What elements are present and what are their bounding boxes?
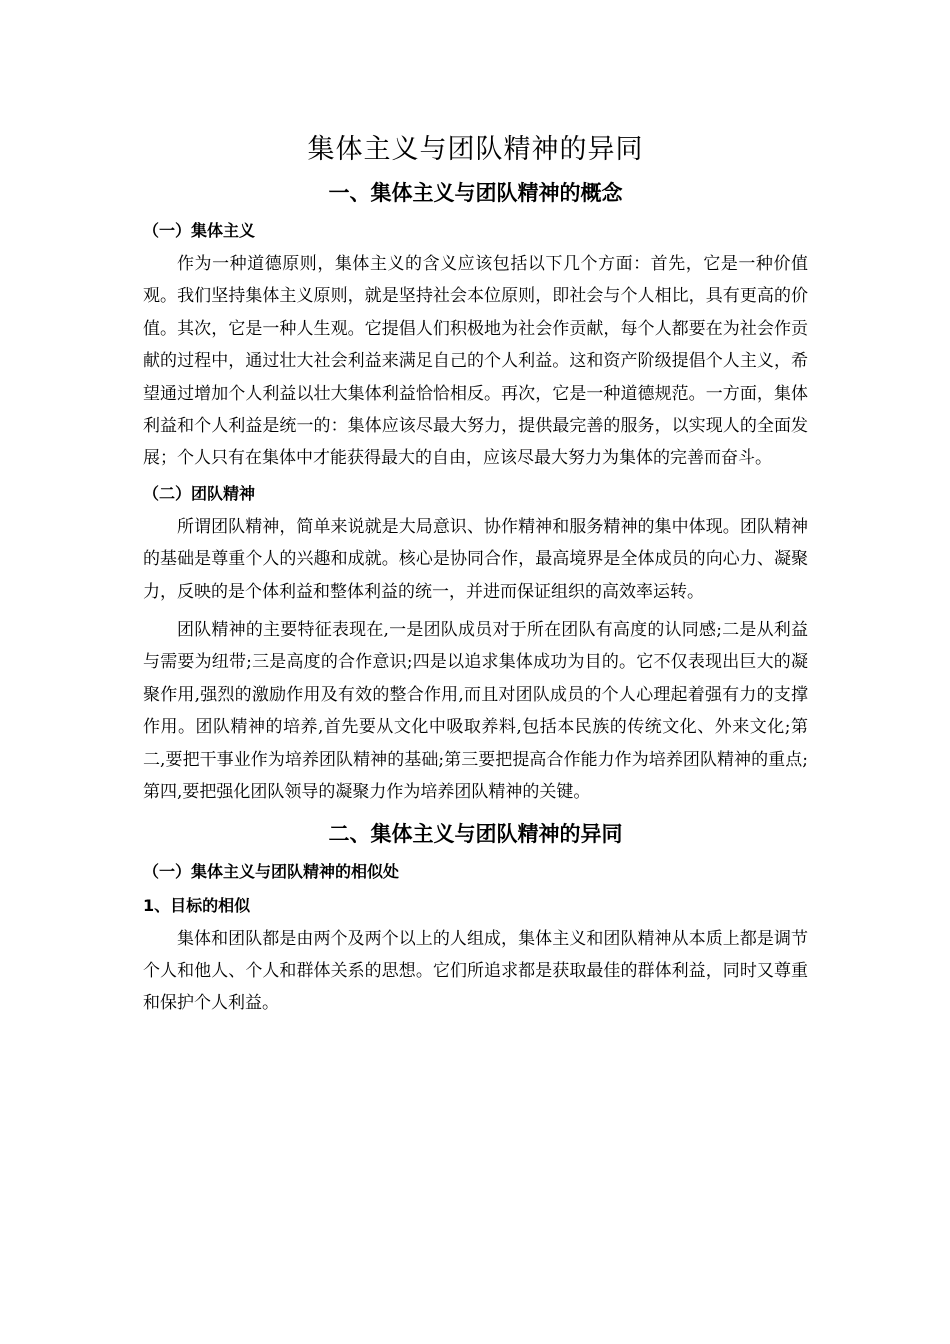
document-title: 集体主义与团队精神的异同 bbox=[307, 134, 644, 165]
subheading-goal-similarity: 1、目标的相似 bbox=[143, 895, 251, 915]
section-heading-2: 二、集体主义与团队精神的异同 bbox=[328, 821, 623, 846]
paragraph-goal-similarity: 集体和团队都是由两个及两个以上的人组成，集体主义和团队精神从本质上都是调节个人和他人、个人和群体关系的思想。它们所追求都是获取最佳的群体利益，同时又尊重和保护个人利益。 bbox=[143, 928, 808, 1014]
paragraph-team-spirit-1: 所谓团队精神，简单来说就是大局意识、协作精神和服务精神的集中体现。团队精神的基础是尊重个人的兴趣和成就。核心是协同合作，最高境界是全体成员的向心力、凝聚力，反映的是个体利益和整体利益的统一，并进而保证组织的高效率运转。 bbox=[143, 516, 808, 602]
subsection-heading-collectivism: （一）集体主义 bbox=[143, 221, 256, 240]
subsection-heading-similarities: （一）集体主义与团队精神的相似处 bbox=[143, 861, 400, 881]
section-heading-1: 一、集体主义与团队精神的概念 bbox=[328, 181, 623, 205]
document-page bbox=[143, 128, 808, 1020]
paragraph-collectivism: 作为一种道德原则，集体主义的含义应该包括以下几个方面：首先，它是一种价值观。我们坚持集体主义原则，就是坚持社会本位原则，即社会与个人相比，具有更高的价值。其次，它是一种人生观。它提倡人们积极地为社会作贡献，每个人都要在为社会作贡献的过程中，通过壮大社会利益来满足自己的个人利益。这和资产阶级提倡个人主义，希望通过增加个人利益以壮大集体利益恰恰相反。再次，它是一种道德规范。一方面，集体利益和个人利益是统一的：集体应该尽最大努力，提供最完善的服务，以实现人的全面发展；个人只有在集体中才能获得最大的自由，应该尽最大努力为集体的完善而奋斗。 bbox=[143, 254, 808, 469]
paragraph-team-spirit-2: 团队精神的主要特征表现在,一是团队成员对于所在团队有高度的认同感;二是从利益与需要为纽带;三是高度的合作意识;四是以追求集体成功为目的。它不仅表现出巨大的凝聚作用,强烈的激励作用及有效的整合作用,而且对团队成员的个人心理起着强有力的支撑作用。团队精神的培养,首先要从文化中吸取养料,包括本民族的传统文化、外来文化;第二,要把干事业作为培养团队精神的基础;第三要把提高合作能力作为培养团队精神的重点;第四,要把强化团队领导的凝聚力作为培养团队精神的关键。 bbox=[143, 620, 808, 803]
subsection-heading-team-spirit: （二）团队精神 bbox=[143, 483, 256, 503]
